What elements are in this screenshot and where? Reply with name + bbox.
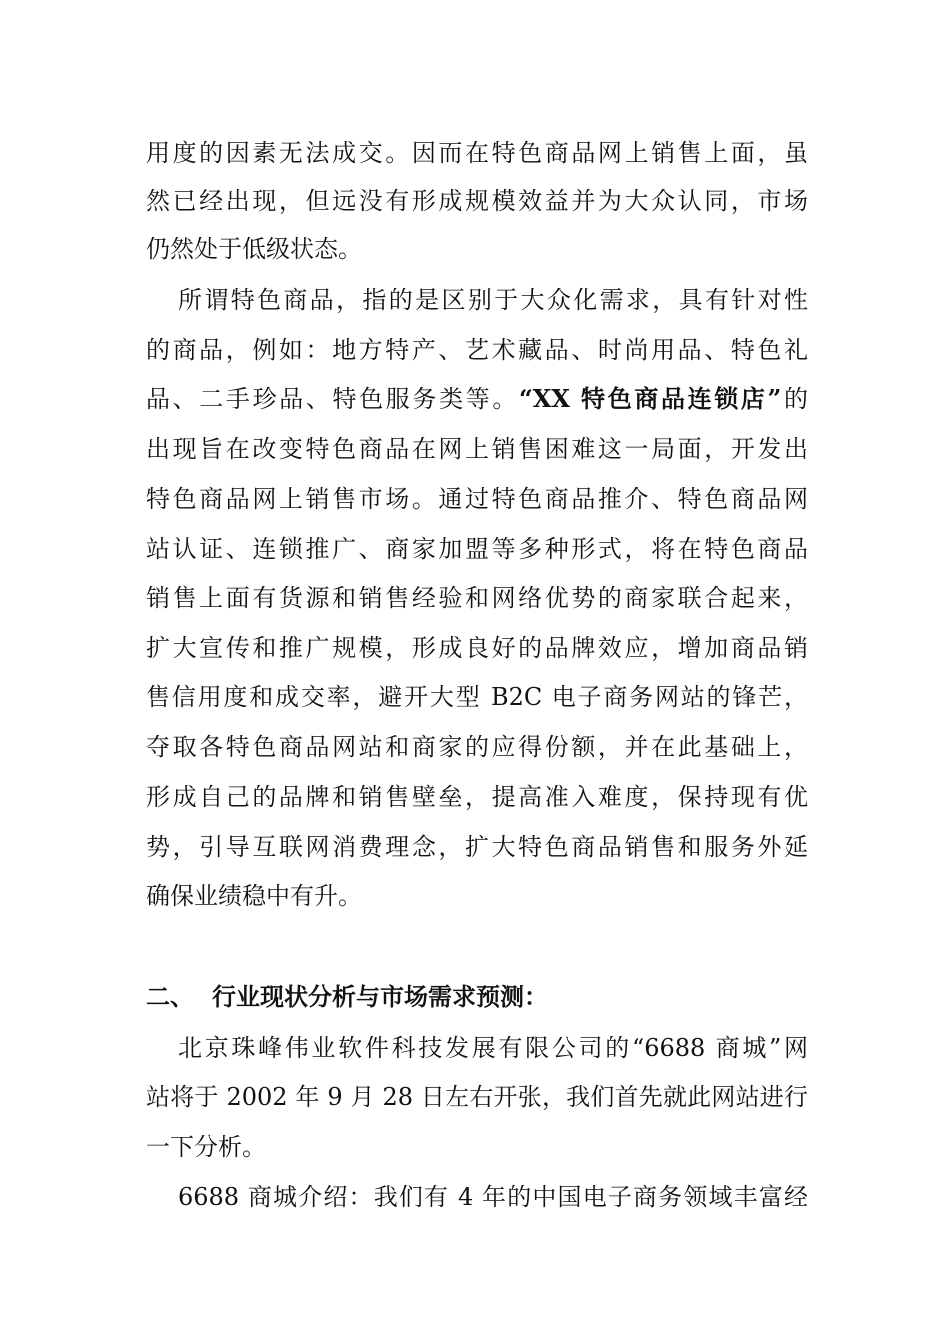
paragraph-line: 形成自己的品牌和销售壁垒，提高准入难度，保持现有优 bbox=[146, 783, 808, 811]
paragraph-line: 特色商品网上销售市场。通过特色商品推介、特色商品网 bbox=[146, 485, 808, 513]
section-heading bbox=[146, 982, 548, 1012]
paragraph-line: 势，引导互联网消费理念，扩大特色商品销售和服务外延 bbox=[146, 833, 808, 861]
section-title: 行业现状分析与市场需求预测： bbox=[212, 982, 548, 1011]
section-number: 二、 bbox=[146, 982, 194, 1011]
paragraph-line: 确保业绩稳中有升。 bbox=[146, 882, 362, 910]
paragraph-line: 扩大宣传和推广规模，形成良好的品牌效应，增加商品销 bbox=[146, 634, 808, 662]
paragraph-line: 6688 商城介绍：我们有 4 年的中国电子商务领域丰富经 bbox=[178, 1183, 808, 1211]
paragraph-line: 站认证、连锁推广、商家加盟等多种形式，将在特色商品 bbox=[146, 535, 808, 563]
paragraph-line: 售信用度和成交率，避开大型 B2C 电子商务网站的锋芒， bbox=[146, 683, 808, 711]
paragraph-line: 然已经出现，但远没有形成规模效益并为大众认同，市场 bbox=[146, 187, 808, 215]
paragraph-line-with-bold bbox=[146, 384, 808, 414]
paragraph-line: 的商品，例如：地方特产、艺术藏品、时尚用品、特色礼 bbox=[146, 336, 808, 364]
paragraph-line: 站将于 2002 年 9 月 28 日左右开张，我们首先就此网站进行 bbox=[146, 1083, 808, 1111]
paragraph-line: 一下分析。 bbox=[146, 1133, 266, 1161]
paragraph-line: 北京珠峰伟业软件科技发展有限公司的“6688 商城”网 bbox=[178, 1034, 808, 1062]
paragraph-line: 夺取各特色商品网站和商家的应得份额，并在此基础上， bbox=[146, 733, 808, 761]
text-run: 的 bbox=[781, 385, 808, 413]
paragraph-line: 用度的因素无法成交。因而在特色商品网上销售上面，虽 bbox=[146, 139, 808, 167]
paragraph-line: 出现旨在改变特色商品在网上销售困难这一局面，开发出 bbox=[146, 435, 808, 463]
paragraph-line: 销售上面有货源和销售经验和网络优势的商家联合起来， bbox=[146, 584, 808, 612]
paragraph-line: 仍然处于低级状态。 bbox=[146, 235, 362, 263]
text-run: 品、二手珍品、特色服务类等。 bbox=[146, 385, 519, 413]
store-name-bold: “XX 特色商品连锁店” bbox=[519, 384, 782, 413]
paragraph-line: 所谓特色商品，指的是区别于大众化需求，具有针对性 bbox=[178, 286, 808, 314]
